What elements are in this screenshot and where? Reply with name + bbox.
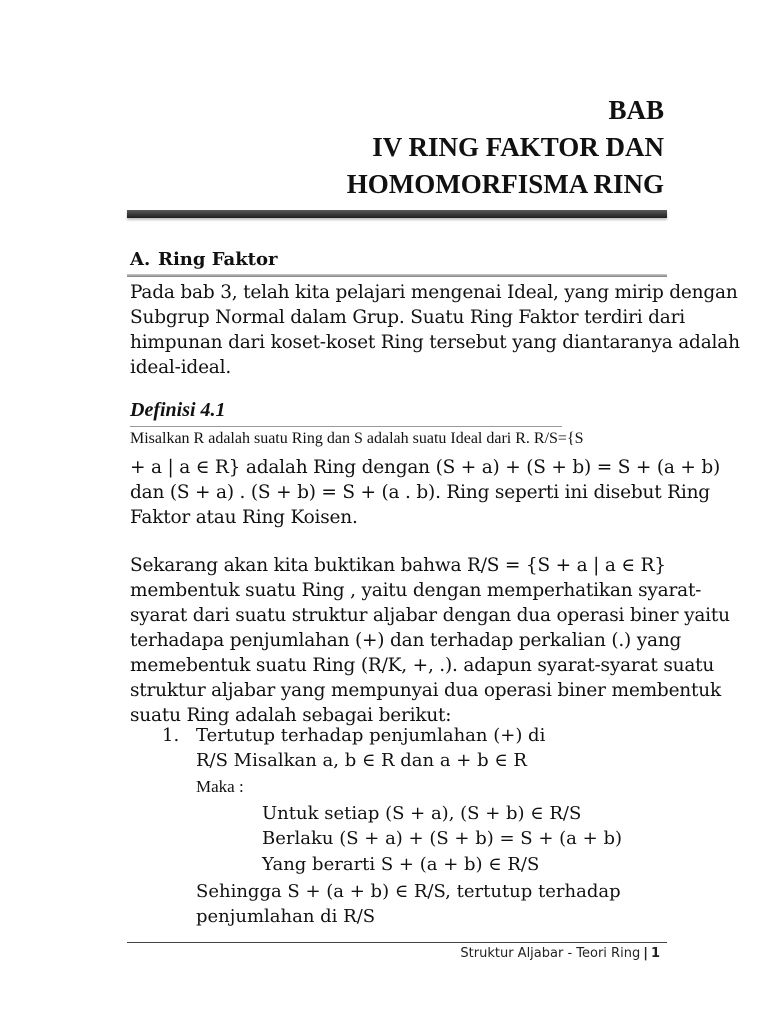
- definition-line: dan (S + a) . (S + b) = S + (a . b). Ring seperti ini disebut Ring: [130, 482, 710, 503]
- proof-line: syarat dari suatu struktur aljabar dengan dua operasi biner yaitu: [130, 605, 730, 626]
- conclusion-line-1: Sehingga S + (a + b) ∈ R/S, tertutup terhadap: [196, 881, 621, 902]
- proof-intro-paragraph: [130, 553, 730, 728]
- conclusion-line-2: penjumlahan di R/S: [196, 906, 376, 927]
- maka-label: Maka :: [196, 777, 244, 796]
- proof-line: terhadapa penjumlahan (+) dan terhadap perkalian (.) yang: [130, 630, 682, 651]
- list-item-line-2: R/S Misalkan a, b ∈ R dan a + b ∈ R: [196, 750, 527, 771]
- chapter-divider: [127, 210, 667, 218]
- proof-step-3: Yang berarti S + (a + b) ∈ R/S: [262, 854, 540, 875]
- intro-line: Pada bab 3, telah kita pelajari mengenai Ideal, yang mirip dengan: [130, 282, 738, 303]
- intro-line: himpunan dari koset-koset Ring tersebut yang diantaranya adalah: [130, 332, 740, 353]
- chapter-heading: [347, 92, 664, 203]
- page-footer: [460, 946, 660, 961]
- proof-step-1: Untuk setiap (S + a), (S + b) ∈ R/S: [262, 803, 582, 824]
- chapter-heading-line-3: HOMOMORFISMA RING: [346, 169, 664, 199]
- definition-body: [130, 455, 721, 530]
- proof-line: memebentuk suatu Ring (R/K, +, .). adapun syarat-syarat suatu: [130, 655, 715, 676]
- intro-line: ideal-ideal.: [130, 357, 232, 378]
- definition-underline: [130, 426, 562, 427]
- proof-step-2: Berlaku (S + a) + (S + b) = S + (a + b): [262, 828, 622, 849]
- chapter-heading-line-2: IV RING FAKTOR DAN: [372, 132, 664, 162]
- definition-first-line: Misalkan R adalah suatu Ring dan S adalah suatu Ideal dari R. R/S={S: [130, 430, 584, 447]
- page-number: 1: [650, 946, 660, 961]
- list-item-line-1: Tertutup terhadap penjumlahan (+) di: [196, 725, 546, 746]
- footer-divider: [127, 942, 667, 943]
- intro-paragraph: [130, 280, 740, 380]
- proof-line: struktur aljabar yang mempunyai dua operasi biner membentuk: [130, 680, 721, 701]
- proof-line: suatu Ring adalah sebagai berikut:: [130, 705, 452, 726]
- section-divider: [127, 274, 667, 277]
- proof-line: Sekarang akan kita buktikan bahwa R/S = {S + a | a ∈ R}: [130, 555, 666, 576]
- intro-line: Subgrup Normal dalam Grup. Suatu Ring Faktor terdiri dari: [130, 307, 685, 328]
- chapter-heading-line-1: BAB: [608, 95, 664, 125]
- footer-separator: |: [643, 946, 648, 961]
- section-title: Ring Faktor: [158, 249, 278, 270]
- section-heading: [130, 249, 277, 270]
- proof-line: membentuk suatu Ring , yaitu dengan memperhatikan syarat-: [130, 580, 702, 601]
- section-letter: A.: [130, 249, 151, 270]
- footer-text: Struktur Aljabar - Teori Ring: [460, 946, 641, 961]
- definition-line: + a | a ∈ R} adalah Ring dengan (S + a) + (S + b) = S + (a + b): [130, 457, 721, 478]
- definition-title: Definisi 4.1: [130, 399, 226, 421]
- definition-line: Faktor atau Ring Koisen.: [130, 507, 358, 528]
- list-number: 1.: [162, 725, 180, 746]
